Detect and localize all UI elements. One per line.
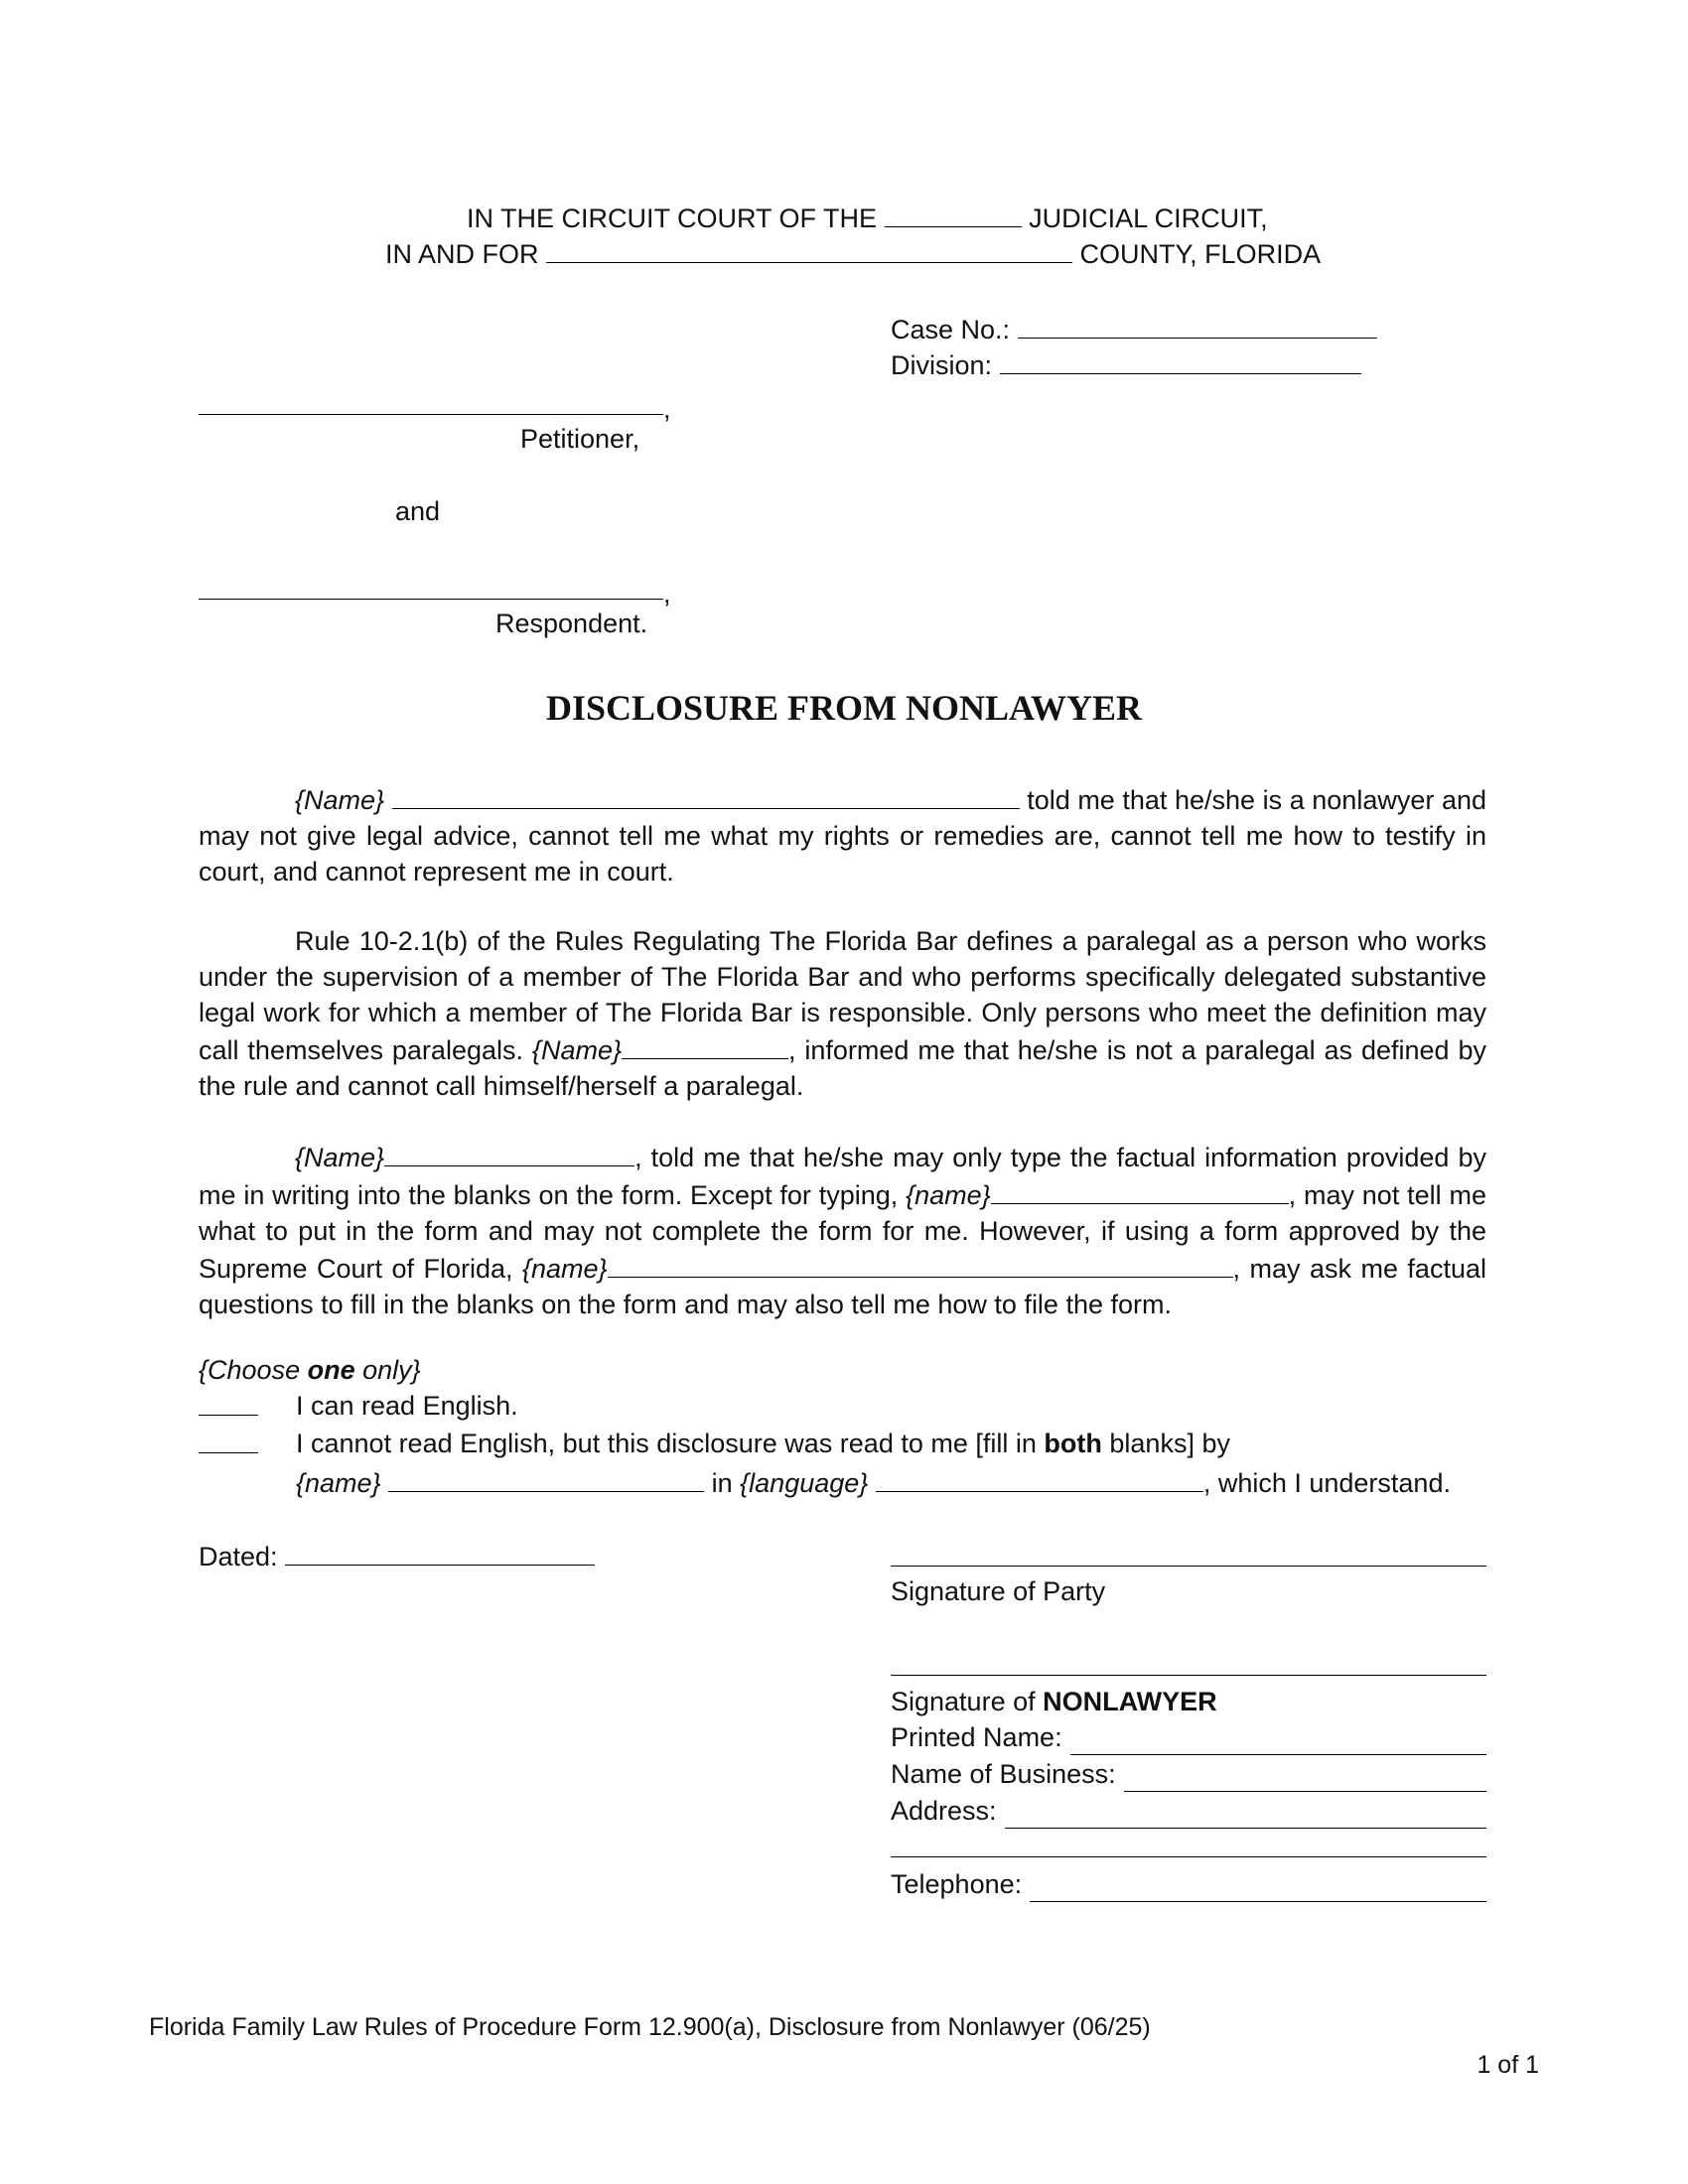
name-tag: {name} [521,1254,608,1284]
paragraph-typing-limits [199,1138,1486,1322]
p3-name-blank-3[interactable] [608,1249,1233,1278]
dated-label: Dated: [199,1542,278,1571]
respondent-label: Respondent. [495,609,648,638]
judicial-circuit-label: JUDICIAL CIRCUIT, [1029,204,1268,233]
printed-name-row [891,1719,1486,1755]
opt2-bold: both [1044,1429,1102,1458]
petitioner-comma: , [663,394,671,424]
p3-text-b: , [1288,1180,1297,1210]
business-row [891,1756,1486,1792]
p3-text-c: may not tell me what to put in the form and may not complete the form for me. However, if using a form approved by the Supreme Court of Florida, [199,1180,1486,1284]
telephone-row [891,1866,1486,1902]
petitioner-label: Petitioner, [520,424,640,454]
opt2-text-a: I cannot read English, but this disclosure was read to me [fill in [296,1429,1037,1458]
date-blank[interactable] [285,1537,595,1566]
telephone-label: Telephone: [891,1869,1023,1899]
petitioner-name-blank[interactable] [199,414,663,415]
division-row [891,345,1361,383]
in-label: in [711,1468,733,1498]
page-number: 1 of 1 [1477,2051,1539,2079]
respondent-name-blank[interactable] [199,599,663,600]
name-tag: {name} [906,1180,991,1210]
choose-prefix: {Choose [199,1355,301,1385]
reader-name-blank[interactable] [388,1463,704,1492]
choose-bold: one [307,1355,355,1385]
p2-name-blank[interactable] [622,1030,788,1059]
case-no-label: Case No.: [891,315,1011,344]
address-row [891,1793,1486,1829]
p1-text-a: told me that he/she is a nonlawyer [1027,785,1435,815]
option-cannot-read-label [296,1426,1230,1461]
paragraph-nonlawyer-notice [199,780,1486,889]
p3-name-blank-2[interactable] [991,1175,1289,1204]
p3-text-a: , told me that he/she may only type the factual information provided by me in writing into the blanks on the form. Except for typing, [199,1143,1486,1210]
court-header-line2 [385,234,1321,272]
p1-name-blank[interactable] [392,780,1020,809]
choose-suffix: only} [362,1355,421,1385]
address-line-2[interactable] [891,1856,1486,1857]
party-signature-label: Signature of Party [891,1576,1106,1606]
name-tag: {Name} [295,1143,385,1172]
business-blank[interactable] [1124,1761,1486,1792]
p3-text-d: , [1232,1254,1241,1284]
reader-language-row [296,1463,1451,1501]
language-blank[interactable] [876,1463,1203,1492]
and-label: and [395,496,441,526]
telephone-blank[interactable] [1030,1871,1486,1902]
case-no-row [891,310,1377,347]
respondent-comma: , [663,579,671,609]
footer-form-reference: Florida Family Law Rules of Procedure Form 12.900(a), Disclosure from Nonlawyer (06/25) [149,2013,1151,2041]
address-blank[interactable] [1005,1798,1486,1829]
understand-text: , which I understand. [1202,1468,1451,1498]
name-tag: {name} [296,1468,381,1498]
language-tag: {language} [740,1468,869,1498]
in-and-for-label: IN AND FOR [385,239,539,269]
opt2-text-b: blanks] by [1109,1429,1230,1458]
option-read-english-label: I can read English. [296,1391,518,1421]
division-blank[interactable] [1000,345,1361,374]
party-signature-line[interactable] [891,1566,1486,1567]
dated-row [199,1537,595,1574]
address-label: Address: [891,1796,997,1826]
court-header-line1 [467,199,1268,236]
division-label: Division: [891,350,993,380]
option-read-english-checkbox[interactable] [199,1415,258,1416]
nonlawyer-bold: NONLAWYER [1043,1687,1217,1716]
business-label: Name of Business: [891,1759,1116,1789]
nonlawyer-signature-label [891,1684,1217,1719]
county-florida-label: COUNTY, FLORIDA [1079,239,1322,269]
p3-name-blank-1[interactable] [384,1138,634,1166]
document-title: DISCLOSURE FROM NONLAWYER [545,688,1143,728]
p2-text-b: , informed me that he/she is not a paralegal as defined by the rule and cannot call himself/herself a paralegal. [199,1035,1486,1101]
p3-text-e: may ask me factual questions to fill in the blanks on the form and may also tell me how to file the form. [199,1254,1486,1319]
p1-text-b: and may not give legal advice, cannot tell me what my rights or remedies are, cannot tell me how to testify in court, and cannot represent me in court. [199,785,1486,887]
circuit-number-blank[interactable] [885,199,1022,227]
nonlawyer-prefix: Signature of [891,1687,1036,1716]
name-tag: {Name} [295,785,385,815]
name-tag: {Name} [531,1035,622,1065]
county-blank[interactable] [546,234,1072,263]
choose-one-instruction [199,1352,421,1388]
paragraph-paralegal-definition [199,923,1486,1104]
case-no-blank[interactable] [1018,310,1377,339]
court-circuit-label: IN THE CIRCUIT COURT OF THE [467,204,878,233]
nonlawyer-signature-line[interactable] [891,1675,1486,1676]
p2-text-a: Rule 10-2.1(b) of the Rules Regulating The Florida Bar defines a paralegal as a person who works under the supervision of a member of The Florida Bar and who performs specifically delegated substantive legal work for which a member of The Florida Bar is responsible. Only persons who meet the definition may call themselves paralegals. [199,926,1486,1065]
printed-name-blank[interactable] [1070,1724,1486,1755]
printed-name-label: Printed Name: [891,1722,1062,1752]
option-cannot-read-checkbox[interactable] [199,1452,258,1453]
